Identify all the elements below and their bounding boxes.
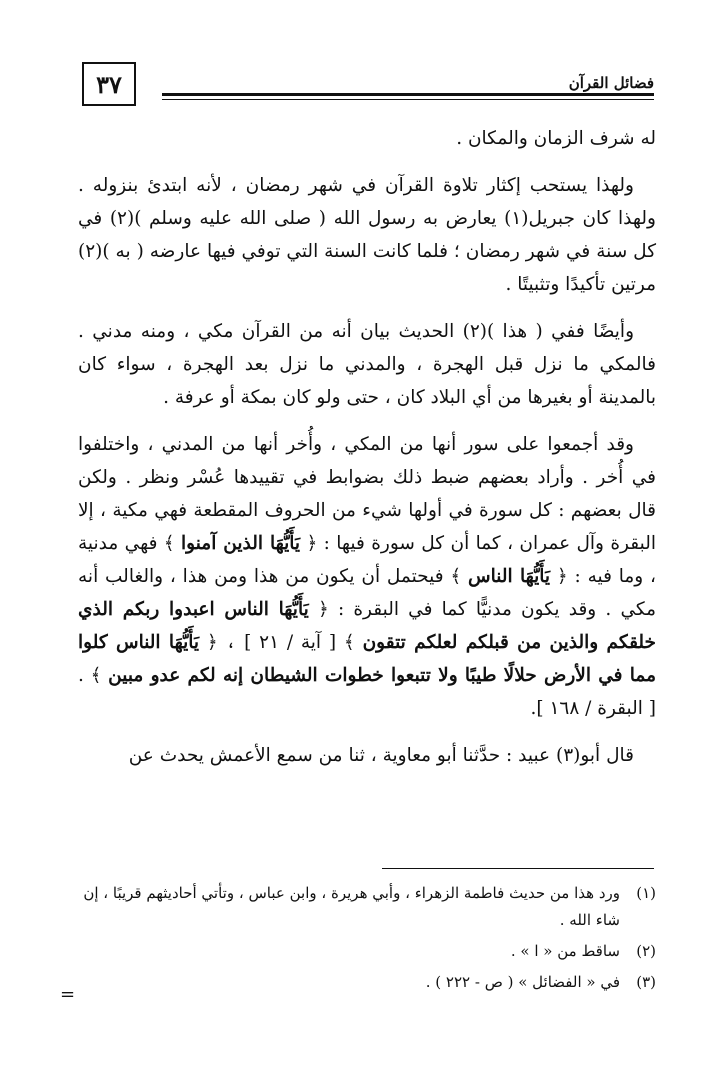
page-number: ٣٧ — [82, 62, 136, 106]
page-header — [82, 62, 654, 110]
quran-quote-2: يَأَيُّهَا الناس — [468, 566, 551, 587]
quran-quote-3: يَأَيُّهَا الناس اعبدوا ربكم الذي خلقكم والذين من قبلكم لعلكم تتقون — [78, 599, 656, 653]
quran-quote-1: يَأَيُّهَا الذين آمنوا — [181, 533, 301, 554]
paragraph-3: وأيضًا ففي ( هذا )(٢) الحديث بيان أنه من القرآن مكي ، ومنه مدني . فالمكي ما نزل قبل الهجرة ، والمدني ما نزل بعد الهجرة ، سواء كان بالمدينة أو بغيرها من أي البلاد كان ، حتى ولو كان بمكة أو عرفة . — [78, 321, 656, 408]
footnote-text: ورد هذا من حديث فاطمة الزهراء ، وأبي هريرة ، وابن عباس ، وتأتي أحاديثهم قريبًا ، إن شاء الله . — [83, 884, 620, 929]
paragraph-4-text-c: ﴾ فيحتمل أن يكون من هذا ومن هذا ، والغالب أنه مكي . وقد يكون مدنيًّا كما في البقرة : ﴿ — [78, 566, 656, 620]
header-rule-thick — [162, 93, 654, 96]
footnote-number: (٣) — [636, 973, 656, 991]
running-title: فضائل القرآن — [568, 74, 654, 92]
paragraph-2: ولهذا يستحب إكثار تلاوة القرآن في شهر رمضان ، لأنه ابتدئ بنزوله . ولهذا كان جبريل(١) يعارض به رسول الله ( صلى الله عليه وسلم )(٢) في كل سنة في شهر رمضان ؛ فلما كانت السنة التي توفي فيها عارضه ( به )(٢) مرتين تأكيدًا وتثبيتًا . — [78, 175, 656, 295]
footnote-text: ساقط من « ا » . — [510, 942, 620, 960]
footnote-3 — [78, 969, 656, 996]
paragraph-4-text-d: ﴾ [ آية / ٢١ ] ، ﴿ — [206, 632, 355, 653]
footnotes — [78, 880, 656, 1000]
footnote-number: (١) — [636, 884, 656, 902]
paragraph-4 — [78, 428, 656, 725]
footnote-2 — [78, 938, 656, 965]
paragraph-5: قال أبو(٣) عبيد : حدَّثنا أبو معاوية ، ثنا من سمع الأعمش يحدث عن — [128, 745, 634, 766]
paragraph-4-text-e: ﴾ . [ البقرة / ١٦٨ ]. — [78, 665, 656, 719]
main-text — [78, 122, 656, 786]
footnote-text: في « الفضائل » ( ص - ٢٢٢ ) . — [425, 973, 620, 991]
paragraph-4-text-b: ﴾ فهي مدنية ، وما فيه : ﴿ — [78, 533, 656, 587]
header-rule-thin — [162, 99, 654, 100]
quran-quote-4: يَأَيُّهَا الناس كلوا مما في الأرض حلالًا طيبًا ولا تتبعوا خطوات الشيطان إنه لكم عدو مبين — [78, 632, 656, 686]
footnote-number: (٢) — [636, 942, 656, 960]
paragraph-1: له شرف الزمان والمكان . — [456, 128, 656, 149]
margin-mark: = — [60, 984, 76, 1005]
footnote-1 — [78, 880, 656, 934]
paragraph-4-text-a: وقد أجمعوا على سور أنها من المكي ، وأُخر أنها من المدني ، واختلفوا في أُخر . وأراد بعضهم ضبط ذلك بضوابط في تقييدها عُسْر ونظر . ولكن قال بعضهم : كل سورة في أولها شيء من الحروف المقطعة فهي مكية ، إلا البقرة وآل عمران ، كما أن كل سورة فيها : ﴿ — [78, 434, 656, 554]
footnote-separator — [382, 868, 654, 869]
